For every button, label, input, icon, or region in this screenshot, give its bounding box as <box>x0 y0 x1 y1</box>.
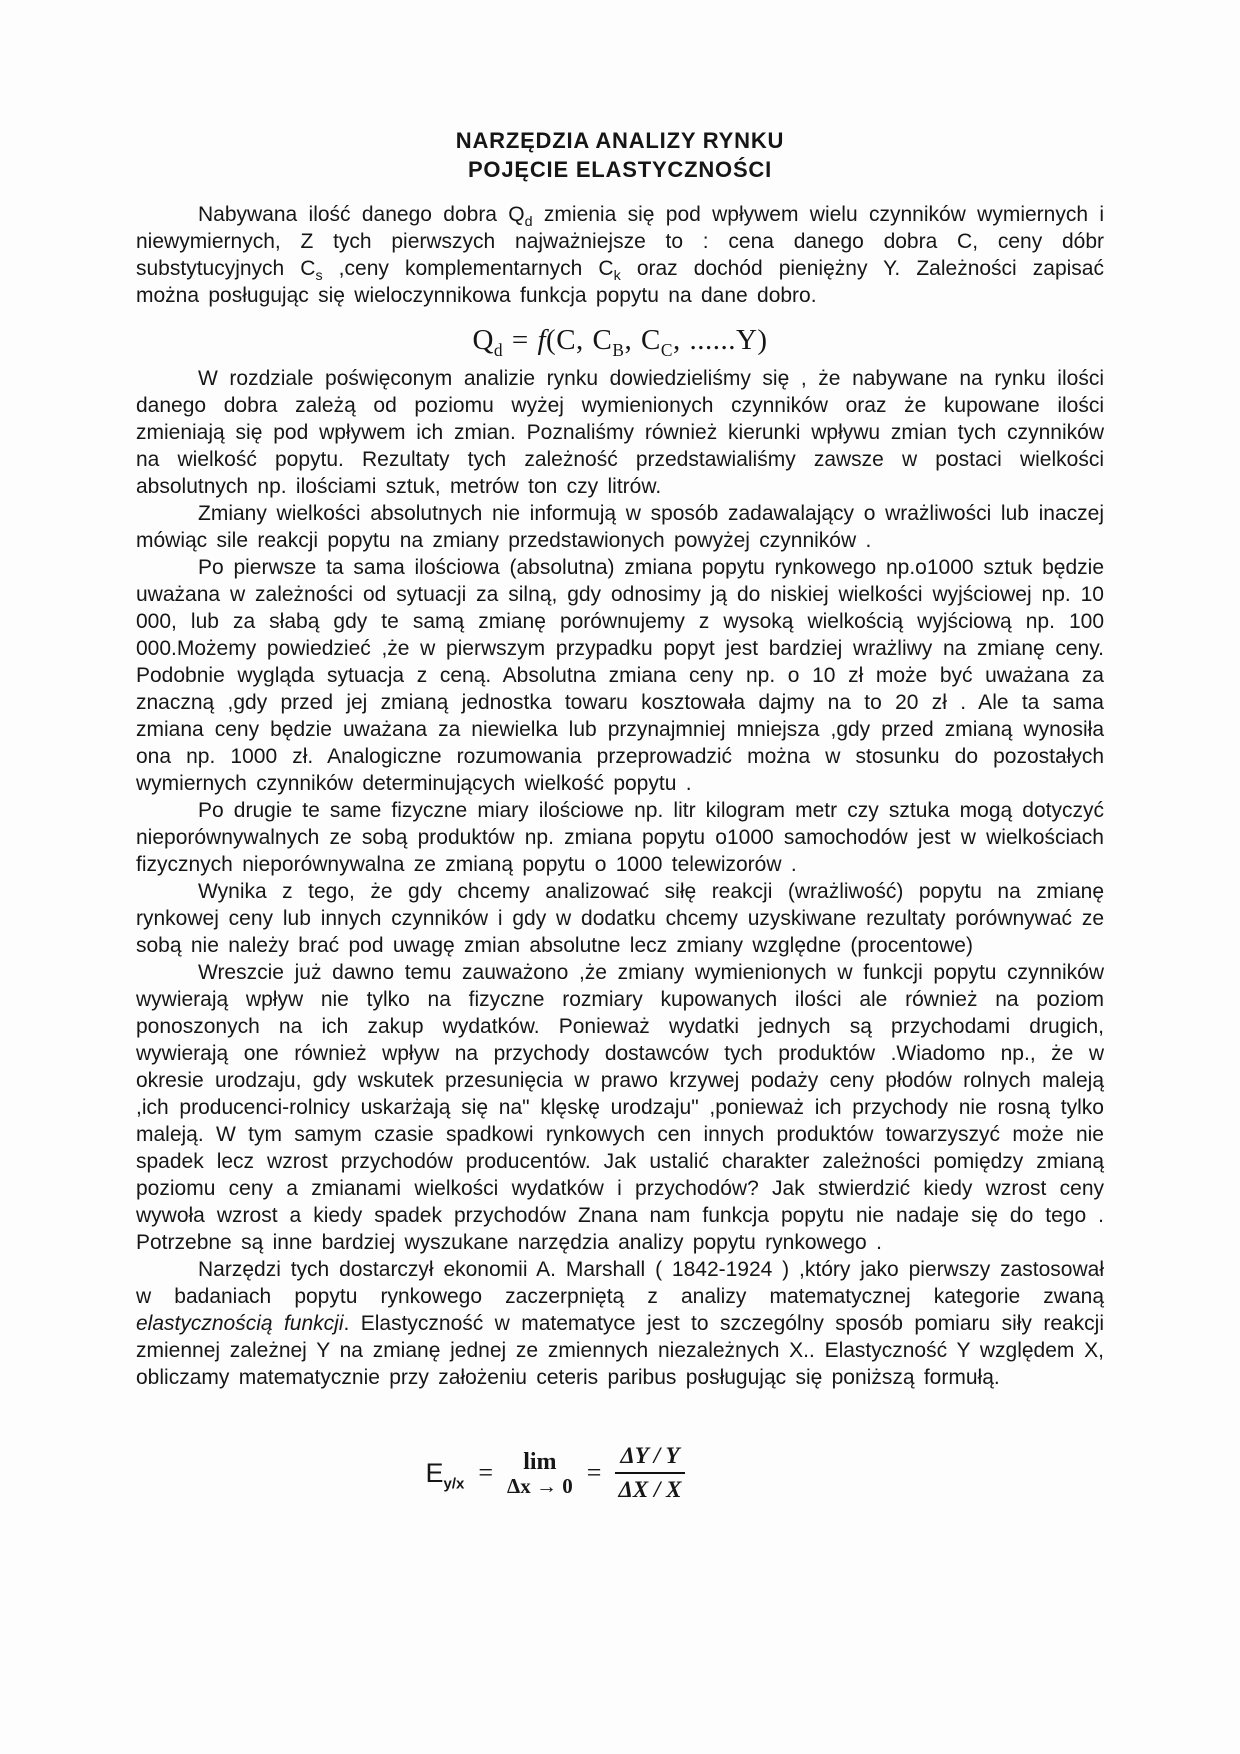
paragraph: Nabywana ilość danego dobra $Q_d$ zmienia się pod wpływem wielu czynników wymiernych i niewymiernych, Z tych pierwszych najważniejsze to : cena danego dobra C, ceny dóbr substytucyjnych $C_s$ ,ceny komplementarnych $C_k$ oraz dochód pieniężny Y. Zależności zapisać można posługując się wieloczynnikowa funkcja popytu na dane dobro. <box>136 203 1105 307</box>
title-line-1: NARZĘDZIA ANALIZY RYNKU <box>455 128 785 153</box>
fraction-numerator: ΔY / Y <box>615 1443 684 1474</box>
equals-sign: = <box>478 1458 494 1488</box>
limit-word: lim <box>523 1448 557 1475</box>
paragraph: Po drugie te same fizyczne miary ilościowe np. litr kilogram metr czy sztuka mogą dotyczyć nieporównywalnych ze sobą produktów np. zmiana popytu o1000 samochodów jest w wielkościach fizycznych nieporównywalna ze zmianą popytu o 1000 telewizorów . <box>136 799 1104 876</box>
paragraph: Po pierwsze ta sama ilościowa (absolutna) zmiana popytu rynkowego np.o1000 sztuk będzie uważana w zależności od sytuacji za silną, gdy odnosimy ją do niskiej wielkości wyjściowej np. 10 000, lub za słabą gdy te samą zmianę porównujemy z wysoką wielkością wyjściową np. 100 000.Możemy powiedzieć ,że w pierwszym przypadku popyt jest bardziej wrażliwy na zmianę ceny. Podobnie wygląda sytuacja z ceną. Absolutna zmiana ceny np. o 10 zł może być uważana za znaczną ,gdy przed jej zmianą jednostka towaru kosztowała dajmy na to 20 zł . Ale ta sama zmiana ceny będzie uważana za niewielka lub przynajmniej mniejsza ,gdy przed zmianą wynosiła ona np. 1000 zł. Analogiczne rozumowania przeprowadzić można w stosunku do pozostałych wymiernych czynników determinujących wielkość popytu . <box>136 556 1104 795</box>
limit-notation <box>507 1449 573 1498</box>
paragraph: Wreszcie już dawno temu zauważono ,że zmiany wymienionych w funkcji popytu czynników wywierają wpływ nie tylko na fizyczne rozmiary kupowanych ilości ale również na poziom ponoszonych na ich zakup wydatków. Ponieważ wydatki jednych są przychodami drugich, wywierają one również wpływ na przychody dostawców tych produktów .Wiadomo np., że w okresie urodzaju, gdy wskutek przesunięcia w prawo krzywej podaży ceny płodów rolnych maleją ,ich producenci-rolnicy uskarżają się na" klęskę urodzaju" ,ponieważ ich przychody nie rosną tylko maleją. W tym samym czasie spadkowi rynkowych cen innych produktów towarzyszyć może nie spadek lecz wzrost przychodów producentów. Jak ustalić charakter zależności pomiędzy zmianą poziomu ceny a zmianami wielkości wydatków i przychodów? Jak stwierdzić kiedy wzrost ceny wywoła wzrost a kiedy spadek przychodów Znana nam funkcja popytu nie nadaje się do tego . Potrzebne są inne bardziej wyszukane narzędzia analizy popytu rynkowego . <box>136 961 1104 1254</box>
paragraph: W rozdziale poświęconym analizie rynku dowiedzieliśmy się , że nabywane na rynku ilości danego dobra zależą od poziomu wyżej wymienionych czynników oraz że kupowane ilości zmieniają się pod wpływem ich zmian. Poznaliśmy również kierunki wpływu zmian tych czynników na wielkość popytu. Rezultaty tych zależność przedstawialiśmy zawsze w postaci wielkości absolutnych np. ilościami sztuk, metrów ton czy litrów. <box>136 367 1104 498</box>
limit-condition: Δx → 0 <box>507 1474 573 1499</box>
document-body <box>136 201 1104 1391</box>
demand-function-formula: $Q_d = f(C$, $C_B$, $C_C$, ......Y) <box>472 324 768 360</box>
title-line-2: POJĘCIE ELASTYCZNOŚCI <box>467 157 773 182</box>
elasticity-formula-inner <box>425 1443 684 1504</box>
paragraph: Zmiany wielkości absolutnych nie informują w sposób zadawalający o wrażliwości lub inaczej mówiąc sile reakcji popytu na zmiany przedstawionych powyżej czynników . <box>136 502 1104 552</box>
elasticity-symbol-subscript: y/x <box>443 1475 465 1493</box>
fraction <box>615 1443 684 1504</box>
fraction-denominator: ΔX / X <box>618 1477 682 1503</box>
elasticity-symbol: $E_{y/x}$ <box>425 1457 465 1493</box>
document-title <box>136 126 1104 184</box>
equals-sign: = <box>586 1458 602 1488</box>
paragraph: Narzędzi tych dostarczył ekonomii A. Marshall ( 1842-1924 ) ,który jako pierwszy zastosował w badaniach popytu rynkowego zaczerpniętą z analizy matematycznej kategorie zwaną elastycznością funkcji. Elastyczność w matematyce jest to szczególny sposób pomiaru siły reakcji zmiennej zależnej Y na zmianę jednej ze zmiennych niezależnych X.. Elastyczność Y względem X, obliczamy matematycznie przy założeniu ceteris paribus posługując się poniższą formułą. <box>136 1258 1105 1389</box>
elasticity-formula <box>136 1443 1104 1504</box>
paragraph: Wynika z tego, że gdy chcemy analizować siłę reakcji (wrażliwość) popytu na zmianę rynkowej ceny lub innych czynników i gdy w dodatku chcemy uzyskiwane rezultaty porównywać ze sobą nie należy brać pod uwagę zmian absolutne lecz zmiany względne (procentowe) <box>136 880 1104 957</box>
